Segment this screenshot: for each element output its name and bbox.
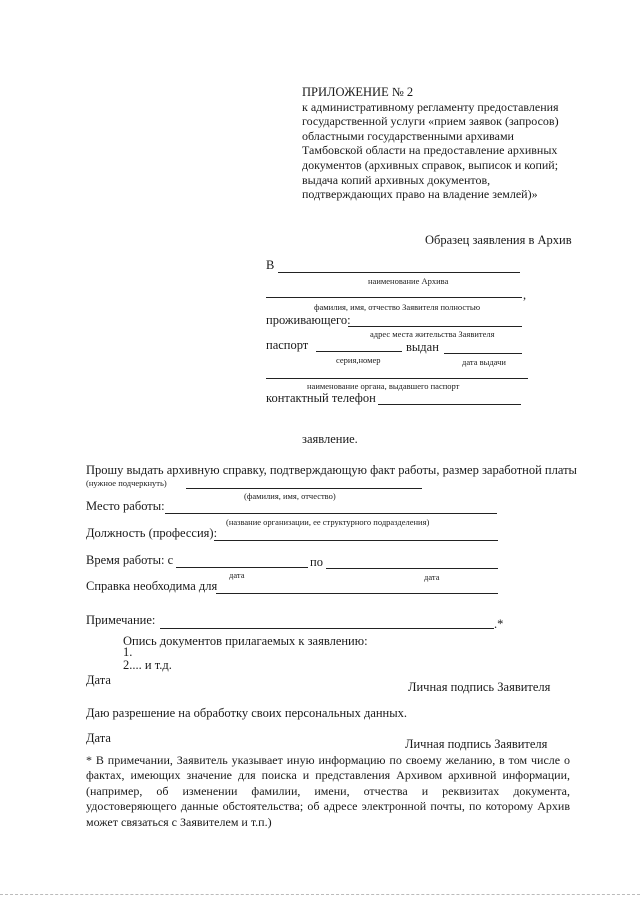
appendix-title: ПРИЛОЖЕНИЕ № 2 bbox=[302, 85, 414, 99]
workplace-line[interactable] bbox=[165, 513, 497, 514]
org-caption: (название организации, ее структурного подразделения) bbox=[226, 517, 430, 527]
statement-title: заявление. bbox=[302, 432, 358, 446]
period-label: Время работы: с bbox=[86, 553, 174, 567]
scan-edge bbox=[0, 893, 640, 895]
issued-label: выдан bbox=[406, 340, 439, 354]
address-caption: адрес места жительства Заявителя bbox=[370, 329, 495, 339]
comma: , bbox=[523, 288, 527, 302]
request-text: Прошу выдать архивную справку, подтверждающую факт работы, размер заработной платы bbox=[86, 463, 577, 477]
archive-caption: наименование Архива bbox=[368, 276, 449, 286]
appendix-line-4: Тамбовской области на предоставление архивных bbox=[302, 143, 558, 158]
period-from-line[interactable] bbox=[176, 567, 308, 568]
position-line[interactable] bbox=[214, 540, 498, 541]
applicant-name-line[interactable] bbox=[266, 297, 522, 298]
remark-label: Примечание: bbox=[86, 613, 156, 627]
authority-caption: наименование органа, выдавшего паспорт bbox=[307, 381, 460, 391]
remark-line[interactable] bbox=[160, 628, 494, 629]
period-to-line[interactable] bbox=[326, 568, 498, 569]
name-caption: (фамилия, имя, отчество) bbox=[244, 491, 336, 501]
appendix-header bbox=[302, 85, 559, 202]
residing-label: проживающего: bbox=[266, 313, 351, 327]
signature-label-2: Личная подпись Заявителя bbox=[405, 737, 548, 751]
position-label: Должность (профессия): bbox=[86, 526, 218, 540]
archive-name-line[interactable] bbox=[278, 272, 520, 273]
appendix-line-5: документов (архивных справок, выписок и копий; bbox=[302, 157, 559, 172]
appendix-line-6: выдача копий архивных документов, bbox=[302, 172, 491, 187]
inventory-item-1: 1. bbox=[123, 645, 133, 659]
consent-text: Даю разрешение на обработку своих персональных данных. bbox=[86, 706, 408, 720]
remark-asterisk: .* bbox=[494, 617, 504, 631]
passport-number-line[interactable] bbox=[316, 351, 402, 352]
appendix-line-7: подтверждающих право на владение землей)» bbox=[302, 187, 538, 202]
applicant-fullname-line[interactable] bbox=[186, 488, 422, 489]
purpose-line[interactable] bbox=[216, 593, 498, 594]
inventory-title: Опись документов прилагаемых к заявлению: bbox=[123, 634, 368, 648]
appendix-line-3: областными государственными архивами bbox=[302, 128, 514, 143]
issuing-authority-line[interactable] bbox=[266, 378, 528, 379]
footnote: * В примечании, Заявитель указывает иную информацию по своему желанию, в том числе о фактах, имеющих значение для поиска и представления Архивом архивной информации, (например, об изменении фамилии, имени, отчества и реквизитах документа, удостоверяющего данные обстоятельства; об адресе электронной почты, по которому Архив может связаться с Заявителем и т.п.) bbox=[86, 753, 570, 829]
to-prefix: В bbox=[266, 258, 275, 272]
date-caption-from: дата bbox=[229, 570, 245, 580]
underline-hint: (нужное подчеркнуть) bbox=[86, 478, 167, 488]
appendix-line-2: государственной услуги «прием заявок (запросов) bbox=[302, 114, 559, 129]
passport-label: паспорт bbox=[266, 338, 309, 352]
date-label-2: Дата bbox=[86, 731, 111, 745]
phone-line[interactable] bbox=[378, 404, 521, 405]
date-caption-to: дата bbox=[424, 572, 440, 582]
phone-label: контактный телефон bbox=[266, 391, 376, 405]
inventory-item-2: 2.... и т.д. bbox=[123, 658, 172, 672]
address-line[interactable] bbox=[348, 326, 522, 327]
series-caption: серия,номер bbox=[336, 355, 381, 365]
purpose-label: Справка необходима для bbox=[86, 579, 218, 593]
date-label-1: Дата bbox=[86, 673, 111, 687]
issue-date-caption: дата выдачи bbox=[462, 357, 506, 367]
period-to: по bbox=[310, 555, 323, 569]
signature-label-1: Личная подпись Заявителя bbox=[408, 680, 551, 694]
form-title: Образец заявления в Архив bbox=[425, 233, 572, 247]
appendix-line-1: к административному регламенту предоставления bbox=[302, 99, 559, 114]
workplace-label: Место работы: bbox=[86, 499, 165, 513]
issue-date-line[interactable] bbox=[444, 353, 522, 354]
applicant-caption: фамилия, имя, отчество Заявителя полностью bbox=[314, 302, 481, 312]
